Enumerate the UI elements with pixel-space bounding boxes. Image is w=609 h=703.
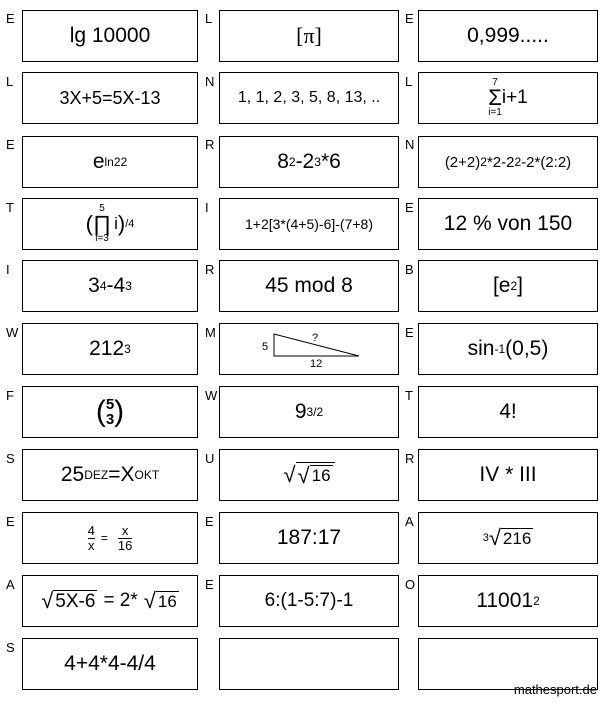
cell-text: 1+2[3*(4+5)-6]-(7+8)	[244, 216, 374, 232]
puzzle-cell-arcsin: sin -1 (0,5)	[418, 323, 598, 375]
puzzle-cell-cube-root: 3 √ 216	[418, 512, 598, 564]
letter-tag: R	[205, 137, 215, 152]
cell-text: = 2*	[103, 590, 138, 611]
sum-sign: 7 Σ i=1	[488, 77, 502, 118]
base: 3	[88, 274, 100, 297]
puzzle-cell-pi: [π]	[219, 10, 399, 62]
letter-tag: I	[6, 262, 10, 277]
letter-tag: L	[405, 74, 413, 89]
cell-text: 187:17	[276, 526, 342, 549]
cell-text: -2*(2:2)	[521, 153, 572, 171]
letter-tag: T	[6, 200, 14, 215]
puzzle-cell-division	[219, 512, 399, 564]
puzzle-cell-powers: 8 2 -2 3 *6	[219, 136, 399, 188]
letter-tag: N	[205, 74, 215, 89]
base: [e	[492, 274, 511, 297]
site-credit: mathesport.de	[513, 682, 597, 697]
base: 8	[277, 150, 289, 173]
product-variable: i	[114, 214, 118, 233]
puzzle-cell-triangle	[219, 323, 399, 375]
cell-text: 212	[89, 337, 125, 360]
puzzle-cell-sum	[418, 72, 598, 124]
cell-text: lg 10000	[69, 24, 151, 47]
cell-text: 4!	[499, 400, 517, 423]
cell-text: IV * III	[479, 463, 537, 486]
puzzle-cell-percent	[418, 198, 598, 250]
triangle-side-a: 5	[262, 341, 269, 353]
puzzle-cell-mod	[219, 260, 399, 312]
cell-text: (0,5)	[505, 337, 549, 360]
letter-tag: B	[405, 262, 414, 277]
puzzle-cell-power-diff: 3 4 -4 3	[22, 260, 198, 312]
letter-tag: W	[205, 388, 218, 403]
letter-tag: T	[405, 388, 413, 403]
triangle-side-b: 12	[310, 358, 323, 369]
cell-text: (2+2)	[444, 153, 481, 171]
letter-tag: A	[6, 577, 15, 592]
letter-tag: E	[405, 200, 414, 215]
letter-tag: E	[6, 137, 15, 152]
puzzle-cell-fractional-power: 9 3/2	[219, 386, 399, 438]
base: 9	[294, 400, 307, 423]
letter-tag: L	[205, 11, 213, 26]
cell-text: 3X+5=5X-13	[59, 87, 161, 108]
puzzle-cell-nines	[418, 10, 598, 62]
letter-tag: E	[205, 514, 214, 529]
letter-tag: M	[205, 325, 216, 340]
letter-tag: R	[205, 262, 215, 277]
right-triangle-figure	[244, 329, 374, 369]
base: e	[92, 150, 105, 173]
letter-tag: S	[6, 640, 15, 655]
letter-tag: R	[405, 451, 415, 466]
letter-tag: U	[205, 451, 215, 466]
fraction: $\frac{x}{16}$	[117, 522, 133, 553]
pi-symbol: π	[303, 23, 315, 48]
puzzle-cell-equation	[22, 72, 198, 124]
puzzle-cell-brackets	[219, 198, 399, 250]
radicand: 16	[157, 591, 177, 611]
equals-sign: =	[100, 531, 108, 545]
cell-text: 45 mod 8	[265, 274, 353, 297]
puzzle-cell-lg	[22, 10, 198, 62]
cell-text: 4+4*4-4/4	[64, 652, 156, 675]
cell-text: 0,999.....	[467, 24, 549, 47]
letter-tag: O	[405, 577, 416, 592]
base: -4	[106, 274, 126, 297]
letter-tag: N	[405, 137, 415, 152]
cell-text: ]	[517, 274, 524, 297]
triangle-side-c: ?	[312, 332, 319, 344]
radicand: 216	[502, 528, 532, 548]
radicand: 16	[311, 466, 331, 485]
puzzle-cell-e-ln: e ln22	[22, 136, 198, 188]
letter-tag: W	[6, 325, 19, 340]
cell-text: =X	[108, 463, 135, 486]
cell-text: 25	[60, 463, 85, 486]
puzzle-cell-product: ( 5 ∏ i=3 i ) /4	[22, 198, 198, 250]
puzzle-cell-binary: 11001 2	[418, 575, 598, 627]
fraction: $\frac{4}{x}$	[87, 522, 95, 553]
puzzle-cell-empty	[219, 638, 399, 690]
letter-tag: E	[6, 514, 15, 529]
sum-expression: i+1	[501, 87, 528, 108]
letter-tag: E	[205, 577, 214, 592]
letter-tag: L	[6, 74, 14, 89]
product-sign: 5 ∏ i=3	[92, 203, 112, 244]
letter-tag: E	[405, 325, 414, 340]
puzzle-cell-fibonacci	[219, 72, 399, 124]
letter-tag: F	[6, 388, 14, 403]
cell-text: sin	[467, 337, 495, 360]
radicand: 5X-6	[55, 590, 96, 612]
puzzle-cell-binomial: ( 5 3 )	[22, 386, 198, 438]
puzzle-cell-arithmetic	[22, 638, 198, 690]
cell-text: 11001	[476, 589, 534, 612]
puzzle-cell-nested-root: √ √ 16	[219, 449, 399, 501]
puzzle-cell-e-squared: [e 2 ]	[418, 260, 598, 312]
cell-text: 1, 1, 2, 3, 5, 8, 13, ..	[237, 89, 381, 106]
letter-tag: E	[405, 11, 414, 26]
letter-tag: A	[405, 514, 414, 529]
puzzle-cell-base-conversion: 25 DEZ =X OKT	[22, 449, 198, 501]
puzzle-cell-base3: 212 3	[22, 323, 198, 375]
base: -2	[295, 150, 315, 173]
puzzle-cell-nested-expression: (2+2) 2 *2-2 2 -2*(2:2)	[418, 136, 598, 188]
cell-text: 12 % von 150	[443, 212, 573, 235]
puzzle-cell-roman	[418, 449, 598, 501]
puzzle-cell-fraction-division	[219, 575, 399, 627]
letter-tag: E	[6, 11, 15, 26]
letter-tag: I	[205, 200, 209, 215]
product-divisor: /4	[125, 218, 135, 230]
puzzle-cell-root-equation: √ 5X-6 = 2* √ 16	[22, 575, 198, 627]
cell-text: *6	[320, 150, 341, 173]
letter-tag: S	[6, 451, 15, 466]
puzzle-cell-factorial	[418, 386, 598, 438]
cell-text: 6:(1-5:7)-1	[264, 590, 354, 611]
cell-text: *2-2	[486, 153, 515, 171]
puzzle-cell-proportion	[22, 512, 198, 564]
binomial-values: 5 3	[105, 396, 115, 428]
